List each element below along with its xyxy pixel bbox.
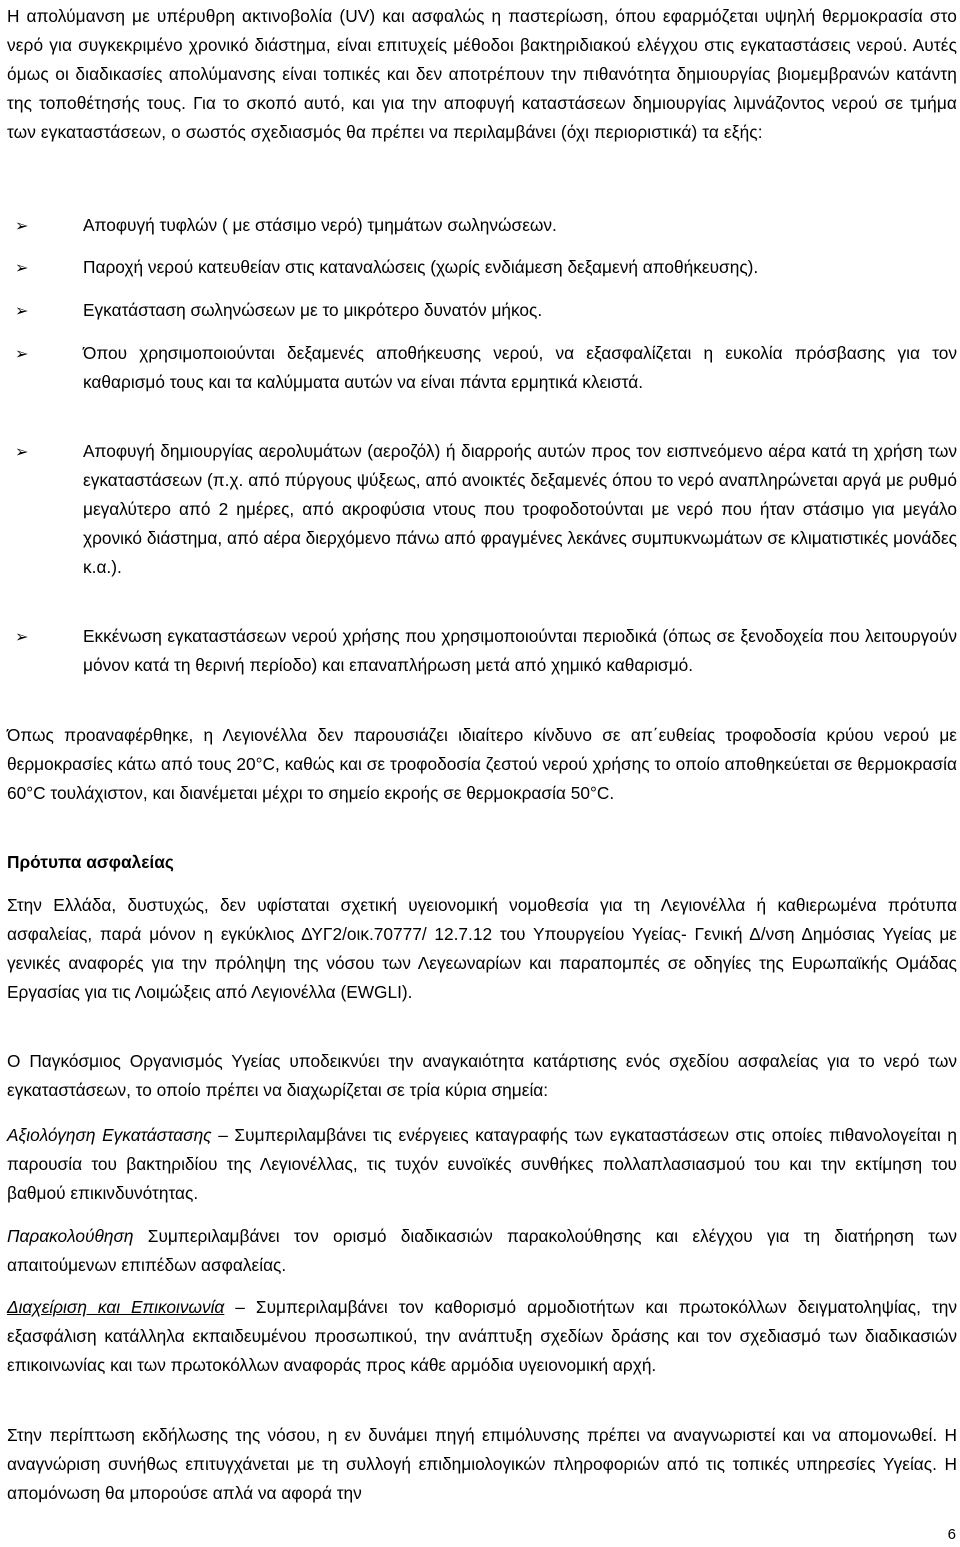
list-item [7,437,957,582]
point-term: Παρακολούθηση [7,1226,134,1246]
section-heading: Πρότυπα ασφαλείας [7,852,174,872]
point-text: – Συμπεριλαμβάνει τις ενέργειες καταγραφής των εγκαταστάσεων στις οποίες πιθανολογείται η παρουσία του βακτηριδίου της Λεγιονέλλας, τις τυχόν ευνοϊκές συνθήκες πολλαπλασιασμού του και την εκτίμηση του βαθμού επικινδυνότητας. [7,1125,957,1203]
last-paragraph: Στην περίπτωση εκδήλωσης της νόσου, η εν δυνάμει πηγή επιμόλυνσης πρέπει να αναγνωριστεί και να απομονωθεί. Η αναγνώριση συνήθως επιτυγχάνεται με τη συλλογή επιδημιολογικών πληροφοριών από τις τοπικές υπηρεσίες Υγείας. Η απομόνωση θα μπορούσε απλά να αφορά την [7,1425,957,1503]
list-item [7,253,957,282]
list-item-text: Αποφυγή δημιουργίας αερολυμάτων (αεροζόλ) ή διαρροής αυτών προς τον εισπνεόμενο αέρα κατά τη χρήση των εγκαταστάσεων (π.χ. από πύργους ψύξεως, από ανοικτές δεξαμενές όπου το νερό αναπληρώνεται αργά με ρυθμό μεγαλύτερο από 2 ημέρες, από ακροφύσια ντους που τροφοδοτούνται με νερό που ήταν στάσιμο για μεγάλο χρονικό διάστημα, από αέρα διερχόμενο πάνω από φραγμένες λεκάνες συμπυκνωμάτων σε κλιματιστικές μονάδες κ.α.). [83,441,957,577]
point-monitoring [7,1222,957,1280]
temperature-paragraph: Όπως προαναφέρθηκε, η Λεγιονέλλα δεν παρουσιάζει ιδιαίτερο κίνδυνο σε απ΄ευθείας τροφοδοσία κρύου νερού με θερμοκρασίες κάτω από τους 20°C, καθώς και σε τροφοδοσία ζεστού νερού χρήσης το οποίο αποθηκεύεται σε θερμοκρασία 60°C τουλάχιστον, και διανέμεται μέχρι το σημείο εκροής σε θερμοκρασία 50°C. [7,725,957,803]
list-item [7,296,957,325]
list-item [7,622,957,680]
point-term: Αξιολόγηση Εγκατάστασης [7,1125,212,1145]
list-item-text: Παροχή νερού κατευθείαν στις καταναλώσεις (χωρίς ενδιάμεση δεξαμενή αποθήκευσης). [83,257,759,277]
intro-paragraph: Η απολύμανση με υπέρυθρη ακτινοβολία (UV) και ασφαλώς η παστερίωση, όπου εφαρμόζεται υψηλή θερμοκρασία στο νερό για συγκεκριμένο χρονικό διάστημα, είναι επιτυχείς μέθοδοι βακτηριδιακού ελέγχου στις εγκαταστάσεις νερού. Αυτές όμως οι διαδικασίες απολύμανσης είναι τοπικές και δεν αποτρέπουν την πιθανότητα δημιουργίας βιομεμβρανών κατάντη της τοποθέτησής τους. Για το σκοπό αυτό, και για την αποφυγή καταστάσεων δημιουργίας λιμνάζοντος νερού σε τμήμα των εγκαταστάσεων, ο σωστός σχεδιασμός θα πρέπει να περιλαμβάνει (όχι περιοριστικά) τα εξής: [7,6,957,142]
point-term: Διαχείριση και Επικοινωνία [7,1297,225,1317]
who-paragraph: Ο Παγκόσμιος Οργανισμός Υγείας υποδεικνύει την αναγκαιότητα κατάρτισης ενός σχεδίου ασφαλείας για το νερό των εγκαταστάσεων, το οποίο πρέπει να διαχωρίζεται σε τρία κύρια σημεία: [7,1051,957,1100]
list-item-text: Αποφυγή τυφλών ( με στάσιμο νερό) τμημάτων σωληνώσεων. [83,215,557,235]
list-item-text: Εγκατάσταση σωληνώσεων με το μικρότερο δυνατόν μήκος. [83,300,543,320]
arrow-bullet-icon: ➢ [15,258,29,277]
arrow-bullet-icon: ➢ [15,627,29,646]
point-text: – Συμπεριλαμβάνει τον καθορισμό αρμοδιοτήτων και πρωτοκόλλων δειγματοληψίας, την εξασφάλιση κατάλληλα εκπαιδευμένου προσωπικού, την ανάπτυξη σχεδίων δράσης και τον σχεδιασμό των διαδικασιών επικοινωνίας και των πρωτοκόλλων αναφοράς προς κάθε αρμόδια υγειονομική αρχή. [7,1297,957,1375]
list-item [7,211,957,240]
arrow-bullet-icon: ➢ [15,344,29,363]
list-item-text: Εκκένωση εγκαταστάσεων νερού χρήσης που χρησιμοποιούνται περιοδικά (όπως σε ξενοδοχεία που λειτουργούν μόνον κατά τη θερινή περίοδο) και επαναπλήρωση μετά από χημικό καθαρισμό. [83,626,957,675]
greece-paragraph: Στην Ελλάδα, δυστυχώς, δεν υφίσταται σχετική υγειονομική νομοθεσία για τη Λεγιονέλλα ή καθιερωμένα πρότυπα ασφαλείας, παρά μόνον η εγκύκλιος ΔΥΓ2/οικ.70777/ 12.7.12 του Υπουργείου Υγείας- Γενική Δ/νση Δημόσιας Υγείας με γενικές αναφορές για την πρόληψη της νόσου των Λεγεωναρίων και παραπομπές σε οδηγίες της Ευρωπαϊκής Ομάδας Εργασίας για τις Λοιμώξεις από Λεγιονέλλα (EWGLI). [7,895,957,1002]
list-item-text: Όπου χρησιμοποιούνται δεξαμενές αποθήκευσης νερού, να εξασφαλίζεται η ευκολία πρόσβασης για τον καθαρισμό τους και τα καλύμματα αυτών να είναι πάντα ερμητικά κλειστά. [83,343,957,392]
arrow-bullet-icon: ➢ [15,442,29,461]
list-item [7,339,957,397]
point-assessment [7,1121,957,1208]
arrow-bullet-icon: ➢ [15,216,29,235]
point-management [7,1293,957,1380]
arrow-bullet-icon: ➢ [15,301,29,320]
point-text: Συμπεριλαμβάνει τον ορισμό διαδικασιών παρακολούθησης και ελέγχου για τη διατήρηση των απαιτούμενων επιπέδων ασφαλείας. [7,1226,957,1275]
page-number: 6 [947,1526,956,1543]
